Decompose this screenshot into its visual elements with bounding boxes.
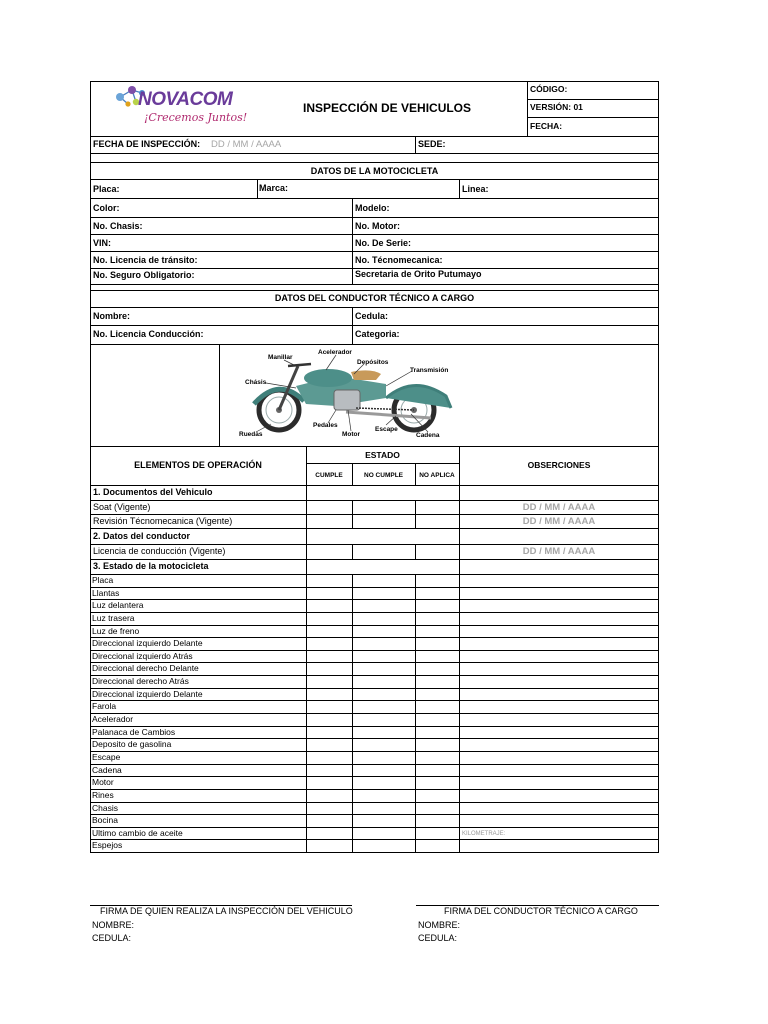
licencia-transito-label: No. Licencia de tránsito: [93, 255, 198, 265]
sede-label: SEDE: [418, 139, 446, 149]
fecha-inspeccion-field[interactable]: DD / MM / AAAA [211, 139, 282, 150]
signature-right-title: FIRMA DEL CONDUCTOR TÉCNICO A CARGO [444, 906, 638, 916]
table-row [90, 587, 659, 588]
section2-title: 2. Datos del conductor [93, 531, 191, 541]
inspection-item-label: Escape [92, 751, 121, 762]
codigo-label: CÓDIGO: [530, 84, 568, 94]
section3-title: 3. Estado de la motocicleta [93, 561, 209, 571]
elementos-header: ELEMENTOS DE OPERACIÓN [134, 460, 262, 470]
inspection-item-label: Direccional izquierdo Delante [92, 638, 203, 649]
no-cumple-header: NO CUMPLE [364, 472, 403, 479]
table-row [90, 764, 659, 765]
signature-right-nombre[interactable]: NOMBRE: [418, 920, 461, 930]
moto-section-title: DATOS DE LA MOTOCICLETA [310, 166, 439, 176]
signature-left-cedula[interactable]: CEDULA: [92, 933, 132, 943]
inspection-item-label: Direccional izquierdo Atrás [92, 650, 193, 661]
table-row [90, 814, 659, 815]
diagram-label-transmision: Transmisión [410, 367, 449, 374]
inspection-item-label: Bocina [92, 815, 118, 826]
inspection-item-label: Luz trasera [92, 612, 135, 623]
signature-left-nombre[interactable]: NOMBRE: [92, 920, 135, 930]
inspection-item-label: Luz delantera [92, 600, 144, 611]
diagram-label-motor: Motor [342, 431, 361, 438]
diagram-label-manillar: Manillar [268, 354, 293, 361]
inspection-item-label: Deposito de gasolina [92, 739, 172, 750]
table-row [90, 789, 659, 790]
version-label: VERSIÓN: 01 [530, 102, 583, 112]
estado-header: ESTADO [365, 450, 400, 460]
page-title: INSPECCIÓN DE VEHICULOS [303, 101, 472, 115]
table-row [90, 852, 659, 853]
nombre-label: Nombre: [93, 311, 131, 321]
color-label: Color: [93, 203, 120, 213]
table-row [90, 713, 659, 714]
soat-row-label: Soat (Vigente) [93, 502, 151, 512]
inspection-item-label: Acelerador [92, 714, 134, 725]
table-row [90, 612, 659, 613]
observaciones-header: OBSERCIONES [527, 460, 591, 470]
table-row [90, 776, 659, 777]
inspection-item-label: Llantas [92, 587, 120, 598]
no-aplica-header: NO APLICA [419, 472, 455, 479]
kilometraje-label: KILOMETRAJE: [462, 831, 506, 837]
marca-label: Marca: [259, 183, 289, 193]
table-row [90, 726, 659, 727]
diagram-label-chasis: Chásis [245, 379, 267, 386]
inspection-item-label: Motor [92, 777, 114, 788]
signature-left-title: FIRMA DE QUIEN REALIZA LA INSPECCIÓN DEL VEHICULO [100, 906, 353, 916]
logo-slogan: ¡Crecemos Juntos! [144, 111, 248, 124]
linea-label: Linea: [462, 184, 489, 194]
serie-label: No. De Serie: [355, 238, 412, 248]
conductor-section-title: DATOS DEL CONDUCTOR TÉCNICO A CARGO [274, 293, 475, 303]
placa-label: Placa: [93, 184, 120, 194]
categoria-label: Categoria: [355, 329, 400, 339]
tecnomecanica-label: No. Técnomecanica: [355, 255, 443, 265]
inspection-item-label: Direccional izquierdo Delante [92, 688, 203, 699]
inspection-item-label: Luz de freno [92, 625, 140, 636]
diagram-label-pedales: Pedales [313, 422, 338, 429]
logo-name: NOVACOM [138, 89, 233, 110]
revision-date-field[interactable]: DD / MM / AAAA [522, 516, 596, 527]
fecha-label: FECHA: [530, 121, 563, 131]
diagram-label-depositos: Depósitos [357, 359, 389, 366]
table-row [90, 625, 659, 626]
inspection-item-label: Cadena [92, 764, 122, 775]
inspection-item-label: Espejos [92, 840, 123, 851]
section1-title: 1. Documentos del Vehiculo [93, 487, 213, 497]
licencia-conduccion-label: No. Licencia Conducción: [93, 329, 204, 339]
diagram-label-escape: Escape [375, 426, 398, 433]
vin-label: VIN: [93, 238, 111, 248]
cumple-header: CUMPLE [315, 472, 343, 479]
table-row [90, 751, 659, 752]
table-row [90, 599, 659, 600]
licencia-date-field[interactable]: DD / MM / AAAA [522, 546, 596, 557]
table-row [90, 839, 659, 840]
diagram-label-acelerador: Acelerador [318, 349, 352, 356]
signature-right-cedula[interactable]: CEDULA: [418, 933, 458, 943]
cedula-label: Cedula: [355, 311, 389, 321]
motor-label: No. Motor: [355, 221, 400, 231]
inspection-item-label: Direccional derecho Atrás [92, 676, 189, 687]
modelo-label: Modelo: [355, 203, 390, 213]
table-row [90, 738, 659, 739]
diagram-label-ruedas: Ruedas [239, 431, 263, 438]
chasis-label: No. Chasis: [93, 221, 143, 231]
licencia-row-label: Licencia de conducción (Vigente) [93, 546, 226, 556]
table-row [90, 802, 659, 803]
revision-row-label: Revisión Técnomecanica (Vigente) [93, 516, 233, 526]
inspection-item-label: Rines [92, 789, 114, 800]
table-row [90, 700, 659, 701]
inspection-item-label: Farola [92, 701, 117, 712]
fecha-inspeccion-label: FECHA DE INSPECCIÓN: [93, 139, 201, 149]
inspection-item-label: Palanaca de Cambios [92, 726, 176, 737]
inspection-item-label: Direccional derecho Delante [92, 663, 199, 674]
soat-date-field[interactable]: DD / MM / AAAA [522, 502, 596, 513]
seguro-label: No. Seguro Obligatorio: [93, 270, 195, 280]
inspection-item-label: Chasis [92, 802, 118, 813]
secretaria-label: Secretaria de Orito Putumayo [355, 269, 482, 279]
inspection-item-label: Placa [92, 575, 114, 585]
diagram-label-cadena: Cadena [416, 432, 440, 439]
inspection-item-label: Ultimo cambio de aceite [92, 827, 183, 838]
